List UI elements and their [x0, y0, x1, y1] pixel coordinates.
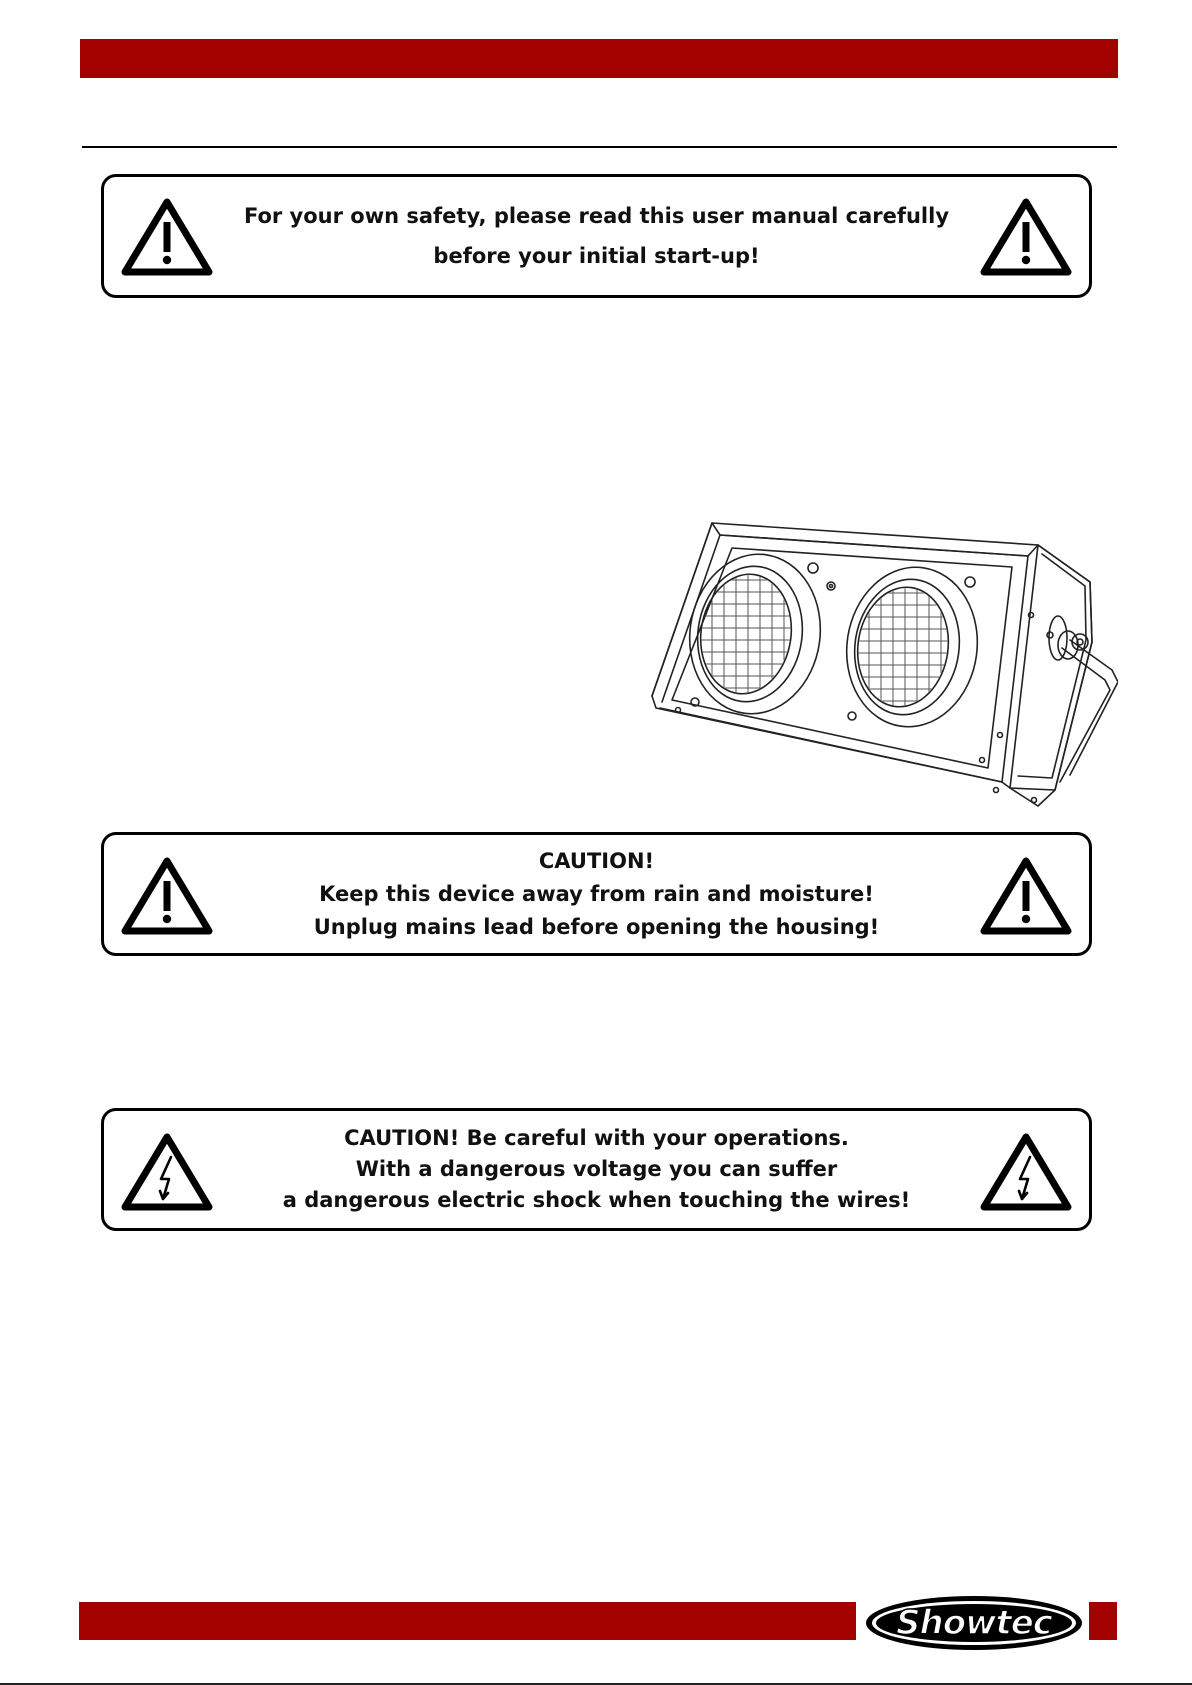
notice-line: Keep this device away from rain and moisture! [319, 881, 874, 906]
showtec-logo [864, 1594, 1084, 1652]
notice-line: CAUTION! Be careful with your operations. [344, 1126, 849, 1150]
caution-voltage-text [224, 1111, 969, 1228]
safety-notice-box [101, 174, 1092, 298]
logo-text: Showtec [896, 1603, 1052, 1643]
notice-line: Unplug mains lead before opening the housing! [313, 914, 880, 939]
warning-triangle-icon [980, 198, 1072, 276]
footer-color-stub [1089, 1602, 1117, 1640]
notice-line: CAUTION! [538, 848, 655, 873]
high-voltage-icon [980, 1133, 1072, 1211]
caution-moisture-text [224, 835, 969, 953]
footer-color-band [79, 1602, 856, 1640]
header-divider [82, 146, 1117, 148]
notice-line: a dangerous electric shock when touching the wires! [282, 1188, 911, 1212]
notice-line: before your initial start-up! [433, 244, 760, 268]
warning-triangle-icon [121, 857, 213, 935]
warning-triangle-icon [980, 857, 1072, 935]
notice-line: For your own safety, please read this user manual carefully [243, 204, 950, 228]
warning-triangle-icon [121, 198, 213, 276]
safety-notice-text [224, 177, 969, 295]
notice-line: With a dangerous voltage you can suffer [355, 1157, 838, 1181]
caution-moisture-box [101, 832, 1092, 956]
caution-voltage-box [101, 1108, 1092, 1231]
header-color-band [80, 39, 1118, 78]
high-voltage-icon [121, 1133, 213, 1211]
device-illustration [650, 520, 1118, 815]
